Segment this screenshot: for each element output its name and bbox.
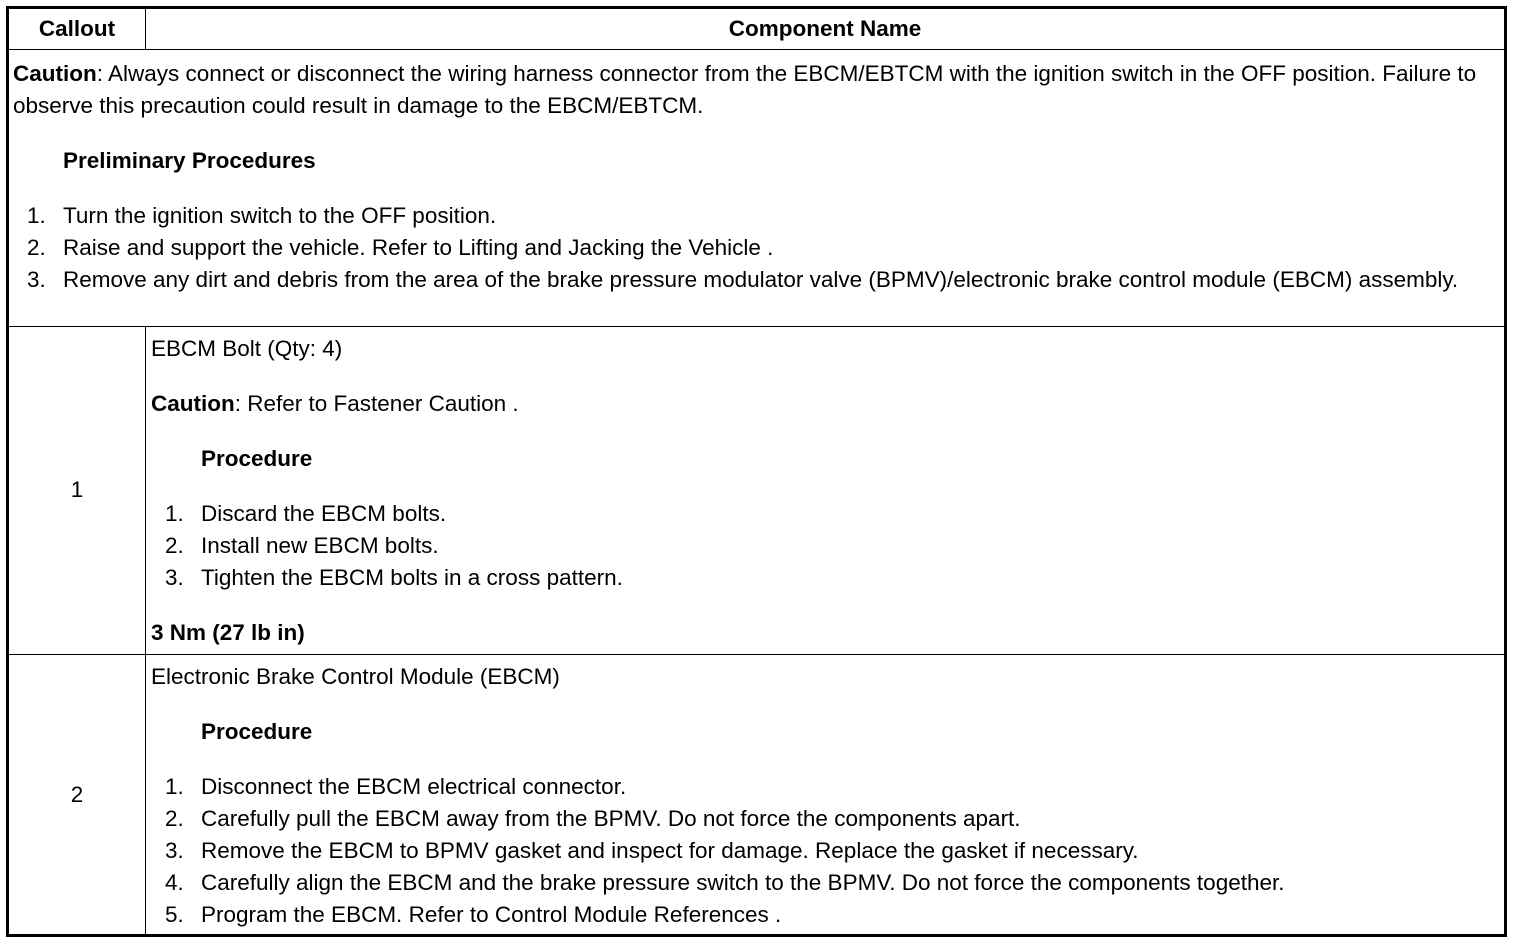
list-item: 4. Carefully align the EBCM and the brake pressure switch to the BPMV. Do not force the components together. (165, 870, 1285, 896)
list-item: 1. Discard the EBCM bolts. (165, 500, 447, 526)
step-text: Turn the ignition switch to the OFF position. (63, 203, 497, 228)
preliminary-row (8, 50, 1506, 327)
step-text: Carefully align the EBCM and the brake pressure switch to the BPMV. Do not force the components together. (201, 870, 1285, 896)
table-row (8, 655, 1506, 936)
list-item: 1. Disconnect the EBCM electrical connector. (165, 774, 627, 800)
component-cell (146, 326, 1506, 655)
callout-number: 1 (8, 326, 146, 655)
procedure-heading: Procedure (201, 719, 313, 745)
caution-text: : Always connect or disconnect the wiring harness connector from the EBCM/EBTCM with the ignition switch in the OFF position. Failure to observe this precaution could result in damage to the EBCM/EBTCM. (13, 61, 1477, 118)
caution-text: : Refer to Fastener Caution . (234, 390, 519, 416)
component-caution (151, 388, 1494, 420)
procedure-heading: Procedure (201, 445, 313, 471)
callout-column-header: Callout (8, 8, 146, 50)
procedure-table (6, 6, 1507, 937)
list-item: 2. Raise and support the vehicle. Refer to Lifting and Jacking the Vehicle . (27, 235, 774, 260)
preliminary-steps-list (13, 200, 1494, 296)
caution-label: Caution (151, 390, 235, 416)
component-name-column-header: Component Name (146, 8, 1506, 50)
list-item: 3. Remove any dirt and debris from the area of the brake pressure modulator valve (BPMV)/electronic brake control module (EBCM) assembly. (27, 267, 1459, 292)
procedure-steps-list (151, 498, 1494, 594)
torque-spec: 3 Nm (27 lb in) (151, 619, 305, 645)
component-cell (146, 655, 1506, 936)
step-text: Remove any dirt and debris from the area of the brake pressure modulator valve (BPMV)/electronic brake control module (EBCM) assembly. (63, 267, 1459, 292)
table-row (8, 326, 1506, 655)
preliminary-caution (13, 58, 1494, 122)
list-item: 3. Tighten the EBCM bolts in a cross pattern. (165, 564, 623, 590)
step-text: Disconnect the EBCM electrical connector. (201, 774, 627, 800)
list-item: 1. Turn the ignition switch to the OFF position. (27, 203, 497, 228)
callout-number: 2 (8, 655, 146, 936)
header-row (8, 8, 1506, 50)
step-text: Carefully pull the EBCM away from the BPMV. Do not force the components apart. (201, 806, 1021, 832)
caution-label: Caution (13, 61, 97, 86)
step-text: Remove the EBCM to BPMV gasket and inspect for damage. Replace the gasket if necessary. (201, 838, 1139, 864)
procedure-steps-list (151, 771, 1494, 931)
list-item: 3. Remove the EBCM to BPMV gasket and inspect for damage. Replace the gasket if necessary. (165, 838, 1139, 864)
step-text: Install new EBCM bolts. (201, 532, 439, 558)
step-text: Discard the EBCM bolts. (201, 500, 447, 526)
preliminary-procedures-heading: Preliminary Procedures (63, 148, 316, 173)
step-text: Program the EBCM. Refer to Control Module References . (201, 902, 782, 928)
preliminary-cell (8, 50, 1506, 327)
list-item: 2. Carefully pull the EBCM away from the BPMV. Do not force the components apart. (165, 806, 1021, 832)
step-text: Raise and support the vehicle. Refer to Lifting and Jacking the Vehicle . (63, 235, 774, 260)
list-item: 5. Program the EBCM. Refer to Control Module References . (165, 902, 782, 928)
step-text: Tighten the EBCM bolts in a cross pattern. (201, 564, 623, 590)
component-name: EBCM Bolt (Qty: 4) (151, 335, 343, 361)
list-item: 2. Install new EBCM bolts. (165, 532, 439, 558)
component-name: Electronic Brake Control Module (EBCM) (151, 664, 560, 690)
